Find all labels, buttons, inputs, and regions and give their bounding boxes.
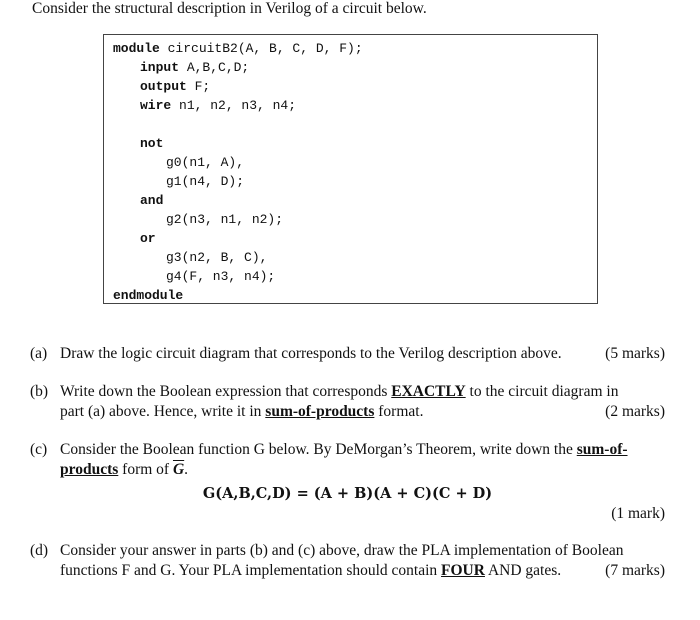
code-line-or: or (140, 231, 156, 246)
question-b (30, 382, 665, 422)
code-line-g0: g0(n1, A), (166, 155, 245, 170)
question-d-label: (d) (30, 542, 49, 559)
question-a-label: (a) (30, 345, 48, 362)
question-a-text: Draw the logic circuit diagram that corresponds to the Verilog description above. (60, 345, 562, 362)
code-line-module: module circuitB2(A, B, C, D, F); (113, 41, 363, 56)
code-line-not: not (140, 136, 164, 151)
question-b-label: (b) (30, 383, 49, 400)
boolean-function-g: G(A,B,C,D) = (A + B)(A + C)(C + D) (202, 485, 493, 502)
verilog-code-box (103, 34, 598, 304)
intro-text: Consider the structural description in Verilog of a circuit below. (32, 0, 427, 17)
code-line-g4: g4(F, n3, n4); (166, 269, 276, 284)
code-line-and: and (140, 193, 164, 208)
question-d (30, 541, 665, 581)
question-a (30, 344, 665, 364)
code-line-input: input A,B,C,D; (140, 60, 250, 75)
code-line-g3: g3(n2, B, C), (166, 250, 268, 265)
question-b-marks: (2 marks) (605, 403, 665, 420)
question-d-marks: (7 marks) (605, 562, 665, 579)
question-d-text: Consider your answer in parts (b) and (c) above, draw the PLA implementation of Boolean functions F and G. Your PLA implementation should contain FOUR AND gates. (60, 542, 624, 579)
question-a-marks: (5 marks) (605, 345, 665, 362)
code-line-g2: g2(n3, n1, n2); (166, 212, 284, 227)
question-c-marks: (1 mark) (611, 505, 665, 522)
code-line-g1: g1(n4, D); (166, 174, 245, 189)
code-line-output: output F; (140, 79, 211, 94)
question-c-text: Consider the Boolean function G below. By DeMorgan’s Theorem, write down the sum-of- products form of $\overline{G}$. (60, 441, 628, 478)
code-line-wire: wire n1, n2, n3, n4; (140, 98, 297, 113)
question-c-label: (c) (30, 441, 48, 458)
code-line-endmodule: endmodule (113, 288, 184, 303)
question-c (30, 440, 665, 525)
question-b-text: Write down the Boolean expression that corresponds EXACTLY to the circuit diagram in part (a) above. Hence, write it in sum-of-products format. (60, 383, 619, 420)
